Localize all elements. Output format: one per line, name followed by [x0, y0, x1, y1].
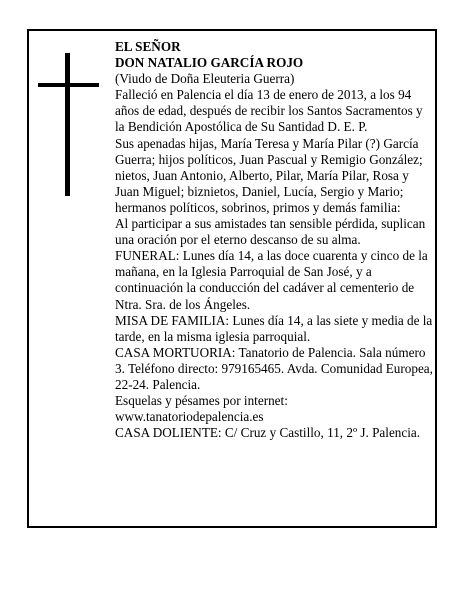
- widower-note: (Viudo de Doña Eleuteria Guerra): [115, 71, 295, 87]
- title-line-1: EL SEÑOR: [115, 39, 181, 54]
- mourning-house-paragraph: CASA DOLIENTE: C/ Cruz y Castillo, 11, 2º J. Palencia.: [115, 425, 421, 441]
- cross-vertical-bar: [65, 53, 70, 196]
- deceased-name: DON NATALIO GARCÍA ROJO: [115, 55, 304, 71]
- mortuary-paragraph: CASA MORTUORIA: Tanatorio de Palencia. Sala número 3. Teléfono directo: 979165465. Avda. Comunidad Europea, 22-24. Palencia.: [115, 344, 433, 392]
- family-mass-paragraph: MISA DE FAMILIA: Lunes día 14, a las siete y media de la tarde, en la misma iglesia parroquial.: [115, 312, 433, 344]
- request-paragraph: Al participar a sus amistades tan sensible pérdida, suplican una oración por el eterno descanso de su alma.: [115, 216, 426, 248]
- cross-horizontal-bar: [38, 83, 99, 87]
- death-paragraph: Falleció en Palencia el día 13 de enero de 2013, a los 94 años de edad, después de recibir los Santos Sacramentos y la Bendición Apostólica de Su Santidad D. E. P.: [115, 87, 423, 135]
- funeral-paragraph: FUNERAL: Lunes día 14, a las doce cuarenta y cinco de la mañana, en la Iglesia Parroquial de San José, y a continuación la conducción del cadáver al cementerio de Ntra. Sra. de los Ángeles.: [115, 248, 428, 312]
- family-paragraph: Sus apenadas hijas, María Teresa y María Pilar (?) García Guerra; hijos políticos, Juan Pascual y Remigio González; nietos, Juan Antonio, Alberto, Pilar, María Pilar, Rosa y Juan Miguel; biznietos, Daniel, Lucía, Sergio y Mario; hermanos políticos, sobrinos, primos y demás familia:: [115, 135, 423, 215]
- internet-label: Esquelas y pésames por internet:: [115, 393, 288, 409]
- obituary-text: [115, 39, 433, 441]
- internet-url-link[interactable]: www.tanatoriodepalencia.es: [115, 409, 264, 425]
